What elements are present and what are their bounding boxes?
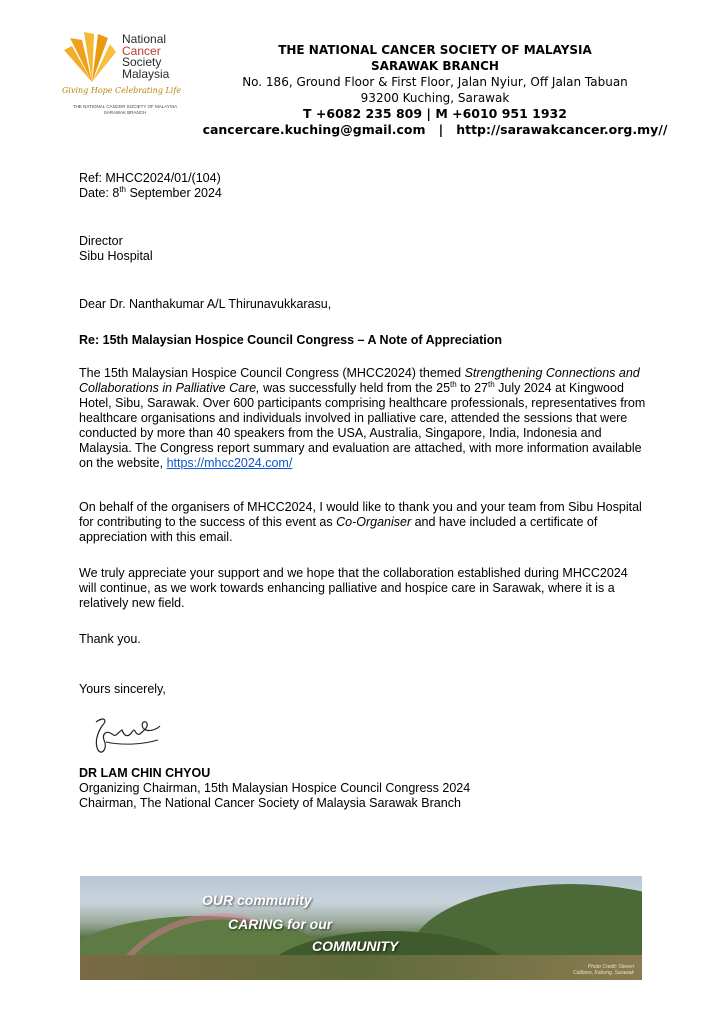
subject-line: Re: 15th Malaysian Hospice Council Congress – A Note of Appreciation: [79, 333, 502, 347]
signatory-role-1: Organizing Chairman, 15th Malaysian Hospice Council Congress 2024: [79, 781, 471, 795]
handwritten-signature: [84, 712, 164, 757]
recipient-organization: Sibu Hospital: [79, 249, 153, 263]
signatory-role-2: Chairman, The National Cancer Society of Malaysia Sarawak Branch: [79, 796, 461, 810]
body-paragraph-3: We truly appreciate your support and we hope that the collaboration established during MHCC2024 will continue, as we work towards enhancing palliative and hospice care in Sarawak, where it is a relatively new field.: [79, 566, 628, 610]
contact-line: [180, 122, 690, 138]
closing-line: Yours sincerely,: [79, 682, 166, 696]
logo-subtitle: THE NATIONAL CANCER SOCIETY OF MALAYSIA SARAWAK BRANCH: [72, 104, 178, 115]
address-line-2: 93200 Kuching, Sarawak: [360, 91, 510, 105]
contact-separator: |: [438, 122, 444, 137]
email-address[interactable]: cancercare.kuching@gmail.com: [202, 122, 426, 137]
signatory-name: DR LAM CHIN CHYOU: [79, 766, 211, 780]
reference-number: Ref: MHCC2024/01/(104): [79, 171, 221, 185]
ribbon-flame-icon: [62, 30, 117, 85]
banner-slogan-line-2: CARING for our: [228, 916, 333, 932]
photo-credit: Photo Credit: Steven Calibore, Kabong, Sarawak: [573, 964, 634, 976]
recipient-block: [79, 234, 669, 264]
logo-tagline: Giving Hope Celebrating Life: [62, 86, 182, 95]
address-line-1: No. 186, Ground Floor & First Floor, Jalan Nyiur, Off Jalan Tabuan: [242, 75, 628, 89]
footer-banner: [80, 876, 642, 980]
congress-website-link[interactable]: https://mhcc2024.com/: [166, 456, 293, 470]
signatory-block: [79, 766, 669, 811]
body-paragraph-2: On behalf of the organisers of MHCC2024, I would like to thank you and your team from Sibu Hospital for contributing to the success of this event as Co-Organiser and have included a certificate of appreciation with this email.: [79, 500, 642, 544]
logo-name: National Cancer Society Malaysia: [122, 32, 170, 81]
org-name: THE NATIONAL CANCER SOCIETY OF MALAYSIA: [278, 43, 592, 57]
co-organiser-role: Co-Organiser: [336, 515, 412, 529]
congress-theme: Strengthening Connections and Collaborations in Palliative Care,: [79, 366, 640, 395]
website-link[interactable]: http://sarawakcancer.org.my//: [456, 122, 668, 137]
recipient-title: Director: [79, 234, 123, 248]
org-branch: SARAWAK BRANCH: [371, 59, 499, 73]
body-paragraph-1: The 15th Malaysian Hospice Council Congress (MHCC2024) themed Strengthening Connections and Collaborations in Palliative Care, was successfully held from the 25th to 27th July 2024 at Kingwood Hotel, Sibu, Sarawak. Over 600 participants comprising healthcare professionals, representatives from healthcare organisations and individuals involved in palliative care, attended the sessions that were conducted by more than 40 speakers from the USA, Australia, Singapore, India, Indonesia and Malaysia. The Congress report summary and evaluation are attached, with more information available on the website, https://mhcc2024.com/: [79, 366, 646, 470]
letter-date: Date: 8th September 2024: [79, 185, 222, 200]
letterhead: [180, 42, 690, 138]
salutation: Dear Dr. Nanthakumar A/L Thirunavukkarasu,: [79, 297, 332, 311]
thank-you-line: Thank you.: [79, 632, 141, 646]
phone-numbers: T +6082 235 809 | M +6010 951 1932: [303, 106, 567, 121]
reference-block: [79, 171, 669, 201]
banner-slogan-line-3: COMMUNITY: [312, 938, 399, 954]
banner-slogan-line-1: OUR community: [202, 892, 312, 908]
